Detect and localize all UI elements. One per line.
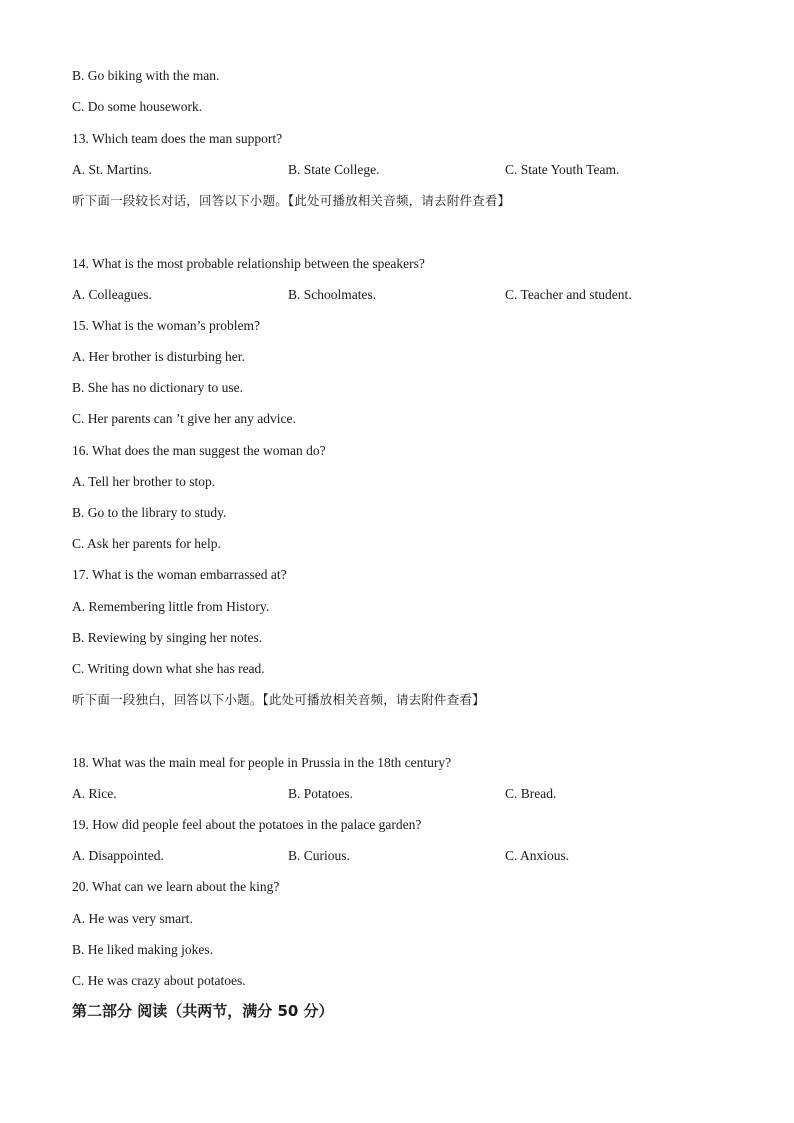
q13-stem: 13. Which team does the man support?: [72, 131, 283, 146]
q16-option-b: B. Go to the library to study.: [72, 505, 227, 520]
q17-option-a: A. Remembering little from History.: [72, 599, 270, 614]
q16-option-c: C. Ask her parents for help.: [72, 536, 221, 551]
q17-option-c: C. Writing down what she has read.: [72, 661, 265, 676]
q17-option-b: B. Reviewing by singing her notes.: [72, 630, 263, 645]
q19-option-c: C. Anxious.: [505, 848, 570, 863]
q20-option-a: A. He was very smart.: [72, 911, 193, 926]
q13-option-a: A. St. Martins.: [72, 162, 152, 177]
q19-option-a: A. Disappointed.: [72, 848, 164, 863]
q17-stem: 17. What is the woman embarrassed at?: [72, 567, 287, 582]
q19-option-b: B. Curious.: [288, 848, 350, 863]
q15-option-b: B. She has no dictionary to use.: [72, 380, 243, 395]
listening-instruction-monologue: 听下面一段独白，回答以下小题。【此处可播放相关音频，请去附件查看】: [72, 692, 485, 707]
q20-stem: 20. What can we learn about the king?: [72, 879, 280, 894]
q14-option-a: A. Colleagues.: [72, 287, 152, 302]
q18-option-c: C. Bread.: [505, 786, 557, 801]
q18-stem: 18. What was the main meal for people in Prussia in the 18th century?: [72, 755, 452, 770]
q13-option-b: B. State College.: [288, 162, 380, 177]
q18-option-b: B. Potatoes.: [288, 786, 353, 801]
q15-stem: 15. What is the woman’s problem?: [72, 318, 260, 333]
q14-stem: 14. What is the most probable relationship between the speakers?: [72, 256, 425, 271]
q14-option-c: C. Teacher and student.: [505, 287, 632, 302]
q19-stem: 19. How did people feel about the potatoes in the palace garden?: [72, 817, 422, 832]
q12-option-b: B. Go biking with the man.: [72, 68, 220, 83]
q16-option-a: A. Tell her brother to stop.: [72, 474, 216, 489]
section-heading-reading: 第二部分 阅读（共两节，满分 50 分）: [72, 1002, 334, 1020]
q18-option-a: A. Rice.: [72, 786, 117, 801]
q13-option-c: C. State Youth Team.: [505, 162, 620, 177]
q20-option-b: B. He liked making jokes.: [72, 942, 213, 957]
q15-option-a: A. Her brother is disturbing her.: [72, 349, 245, 364]
q20-option-c: C. He was crazy about potatoes.: [72, 973, 246, 988]
q15-option-c: C. Her parents can ’t give her any advice.: [72, 411, 296, 426]
q16-stem: 16. What does the man suggest the woman do?: [72, 443, 326, 458]
listening-instruction-dialogue: 听下面一段较长对话，回答以下小题。【此处可播放相关音频，请去附件查看】: [72, 193, 511, 208]
q14-option-b: B. Schoolmates.: [288, 287, 377, 302]
q12-option-c: C. Do some housework.: [72, 99, 203, 114]
